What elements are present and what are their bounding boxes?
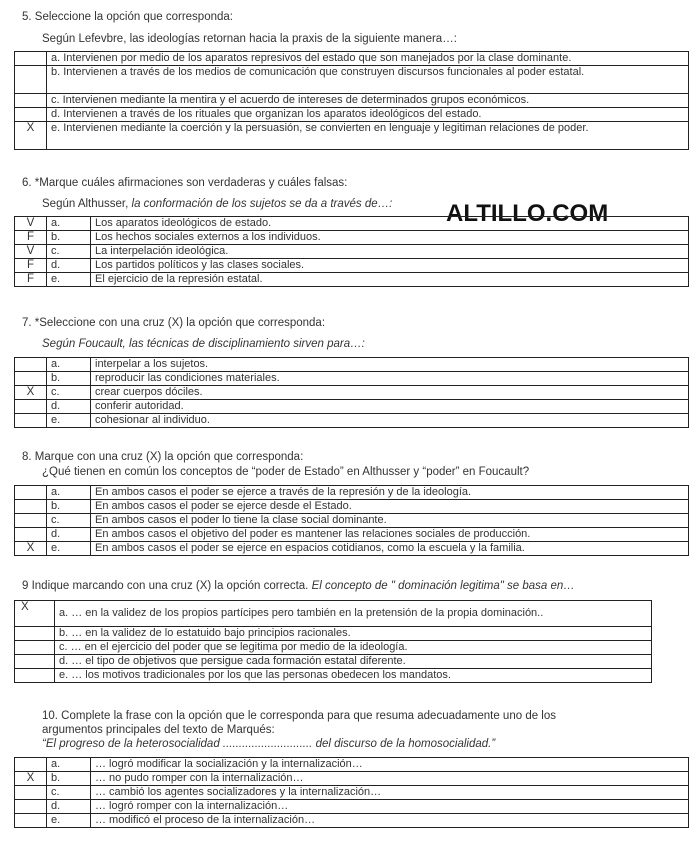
- answer-mark-cell[interactable]: [15, 52, 47, 66]
- option-text: En ambos casos el objetivo del poder es mantener las relaciones sociales de producción.: [91, 528, 689, 542]
- watermark: ALTILLO.COM: [446, 200, 609, 227]
- answer-mark-cell[interactable]: [15, 786, 47, 800]
- q8-table: [14, 485, 689, 556]
- table-row: [15, 514, 689, 528]
- answer-mark-cell[interactable]: V: [15, 245, 47, 259]
- answer-mark-cell[interactable]: [15, 528, 47, 542]
- answer-mark-cell[interactable]: V: [15, 217, 47, 231]
- q6-title: 6. *Marque cuáles afirmaciones son verdaderas y cuáles falsas:: [22, 177, 348, 189]
- q10-title-line1: 10. Complete la frase con la opción que le corresponda para que resuma adecuadamente uno de los: [42, 710, 557, 722]
- table-row: [15, 217, 689, 231]
- table-row: [15, 245, 689, 259]
- option-text: e. Intervienen mediante la coerción y la persuasión, se convierten en lenguaje y legitiman relaciones de poder.: [47, 122, 689, 150]
- answer-mark-cell[interactable]: [15, 108, 47, 122]
- option-text: … logró modificar la socialización y la internalización…: [91, 758, 689, 772]
- answer-mark-cell[interactable]: [15, 372, 47, 386]
- table-row: [15, 528, 689, 542]
- table-row: [15, 94, 689, 108]
- option-text: b. Intervienen a través de los medios de comunicación que construyen discursos funcionales al poder estatal.: [47, 66, 689, 94]
- table-row: [15, 273, 689, 287]
- option-letter: d.: [47, 800, 91, 814]
- answer-mark-cell[interactable]: X: [15, 601, 55, 627]
- answer-mark-cell[interactable]: [15, 814, 47, 828]
- table-row: [15, 772, 689, 786]
- q10-title-line2: argumentos principales del texto de Marqués:: [42, 724, 275, 736]
- answer-mark-cell[interactable]: [15, 669, 55, 683]
- table-row: [15, 786, 689, 800]
- answer-mark-cell[interactable]: [15, 627, 55, 641]
- q6-table: [14, 216, 689, 287]
- answer-mark-cell[interactable]: [15, 358, 47, 372]
- option-letter: e.: [47, 542, 91, 556]
- option-letter: e.: [47, 273, 91, 287]
- q7-title: 7. *Seleccione con una cruz (X) la opción que corresponda:: [22, 317, 326, 329]
- answer-mark-cell[interactable]: F: [15, 273, 47, 287]
- table-row: [15, 814, 689, 828]
- option-text: En ambos casos el poder se ejerce a través de la represión y de la ideología.: [91, 486, 689, 500]
- table-row: [15, 372, 689, 386]
- option-text: … cambió los agentes socializadores y la internalización…: [91, 786, 689, 800]
- option-letter: d.: [47, 528, 91, 542]
- table-row: [15, 122, 689, 150]
- table-row: [15, 108, 689, 122]
- table-row: [15, 669, 652, 683]
- answer-mark-cell[interactable]: [15, 486, 47, 500]
- option-letter: c.: [47, 786, 91, 800]
- option-text: … no pudo romper con la internalización…: [91, 772, 689, 786]
- option-text: reproducir las condiciones materiales.: [91, 372, 689, 386]
- table-row: [15, 641, 652, 655]
- option-text: Los partidos políticos y las clases sociales.: [91, 259, 689, 273]
- q6-subtitle: [42, 197, 392, 211]
- table-row: [15, 758, 689, 772]
- answer-mark-cell[interactable]: F: [15, 231, 47, 245]
- table-row: [15, 259, 689, 273]
- option-text: c. Intervienen mediante la mentira y el acuerdo de intereses de determinados grupos económicos.: [47, 94, 689, 108]
- q5-table: [14, 51, 689, 150]
- answer-mark-cell[interactable]: X: [15, 386, 47, 400]
- table-row: [15, 542, 689, 556]
- q8-title: 8. Marque con una cruz (X) la opción que corresponda:: [22, 451, 304, 463]
- table-row: [15, 66, 689, 94]
- answer-mark-cell[interactable]: [15, 400, 47, 414]
- option-text: d. … el tipo de objetivos que persigue cada formación estatal diferente.: [55, 655, 652, 669]
- answer-mark-cell[interactable]: [15, 758, 47, 772]
- option-text: crear cuerpos dóciles.: [91, 386, 689, 400]
- q6-subtitle-italic: la conformación de los sujetos se da a través de…:: [131, 198, 393, 210]
- table-row: [15, 386, 689, 400]
- q8-subtitle: ¿Qué tienen en común los conceptos de “poder de Estado” en Althusser y “poder” en Foucault?: [42, 466, 530, 478]
- option-letter: c.: [47, 245, 91, 259]
- option-text: En ambos casos el poder se ejerce desde el Estado.: [91, 500, 689, 514]
- option-letter: e.: [47, 814, 91, 828]
- answer-mark-cell[interactable]: [15, 500, 47, 514]
- q10-quote: “El progreso de la heterosocialidad ............................ del discurso de la homosocialidad.”: [42, 738, 496, 750]
- option-letter: b.: [47, 500, 91, 514]
- option-text: La interpelación ideológica.: [91, 245, 689, 259]
- option-letter: c.: [47, 386, 91, 400]
- option-letter: a.: [47, 217, 91, 231]
- answer-mark-cell[interactable]: X: [15, 542, 47, 556]
- answer-mark-cell[interactable]: [15, 94, 47, 108]
- answer-mark-cell[interactable]: [15, 800, 47, 814]
- table-row: [15, 358, 689, 372]
- q6-subtitle-plain: Según Althusser,: [42, 198, 132, 210]
- option-letter: b.: [47, 372, 91, 386]
- q10-table: [14, 757, 689, 828]
- q7-table: [14, 357, 689, 428]
- option-text: Los hechos sociales externos a los individuos.: [91, 231, 689, 245]
- option-text: cohesionar al individuo.: [91, 414, 689, 428]
- q7-subtitle: Según Foucault, las técnicas de disciplinamiento sirven para…:: [42, 338, 365, 350]
- table-row: [15, 231, 689, 245]
- option-text: En ambos casos el poder lo tiene la clase social dominante.: [91, 514, 689, 528]
- q9-title: [22, 579, 575, 593]
- answer-mark-cell[interactable]: [15, 655, 55, 669]
- table-row: [15, 414, 689, 428]
- table-row: [15, 52, 689, 66]
- q5-title: 5. Seleccione la opción que corresponda:: [22, 11, 233, 23]
- q5-subtitle: Según Lefevbre, las ideologías retornan hacia la praxis de la siguiente manera…:: [42, 33, 457, 45]
- option-text: a. Intervienen por medio de los aparatos represivos del estado que son manejados por la clase dominante.: [47, 52, 689, 66]
- option-letter: a.: [47, 758, 91, 772]
- answer-mark-cell[interactable]: X: [15, 122, 47, 150]
- option-letter: b.: [47, 772, 91, 786]
- table-row: [15, 601, 652, 627]
- option-letter: d.: [47, 400, 91, 414]
- option-text: d. Intervienen a través de los rituales que organizan los aparatos ideológicos del estado.: [47, 108, 689, 122]
- table-row: [15, 486, 689, 500]
- answer-mark-cell[interactable]: [15, 514, 47, 528]
- option-text: c. … en el ejercicio del poder que se legitima por medio de la ideología.: [55, 641, 652, 655]
- option-letter: a.: [47, 486, 91, 500]
- option-text: b. … en la validez de lo estatuido bajo principios racionales.: [55, 627, 652, 641]
- option-text: a. … en la validez de los propios partícipes pero también en la pretensión de la propia dominación..: [55, 601, 652, 627]
- option-text: En ambos casos el poder se ejerce en espacios cotidianos, como la escuela y la familia.: [91, 542, 689, 556]
- answer-mark-cell[interactable]: X: [15, 772, 47, 786]
- option-text: e. … los motivos tradicionales por los que las personas obedecen los mandatos.: [55, 669, 652, 683]
- table-row: [15, 655, 652, 669]
- option-text: … modificó el proceso de la internalización…: [91, 814, 689, 828]
- table-row: [15, 400, 689, 414]
- option-letter: e.: [47, 414, 91, 428]
- q9-table: [14, 600, 652, 683]
- option-letter: d.: [47, 259, 91, 273]
- answer-mark-cell[interactable]: [15, 414, 47, 428]
- answer-mark-cell[interactable]: [15, 641, 55, 655]
- option-text: conferir autoridad.: [91, 400, 689, 414]
- table-row: [15, 500, 689, 514]
- option-text: El ejercicio de la represión estatal.: [91, 273, 689, 287]
- option-letter: a.: [47, 358, 91, 372]
- table-row: [15, 800, 689, 814]
- q9-title-plain: 9 Indique marcando con una cruz (X) la opción correcta.: [22, 580, 312, 592]
- answer-mark-cell[interactable]: [15, 66, 47, 94]
- option-letter: c.: [47, 514, 91, 528]
- table-row: [15, 627, 652, 641]
- option-text: interpelar a los sujetos.: [91, 358, 689, 372]
- option-text: … logró romper con la internalización…: [91, 800, 689, 814]
- option-text: Los aparatos ideológicos de estado.: [91, 217, 689, 231]
- answer-mark-cell[interactable]: F: [15, 259, 47, 273]
- q9-title-italic: El concepto de " dominación legitima" se basa en…: [311, 580, 575, 592]
- option-letter: b.: [47, 231, 91, 245]
